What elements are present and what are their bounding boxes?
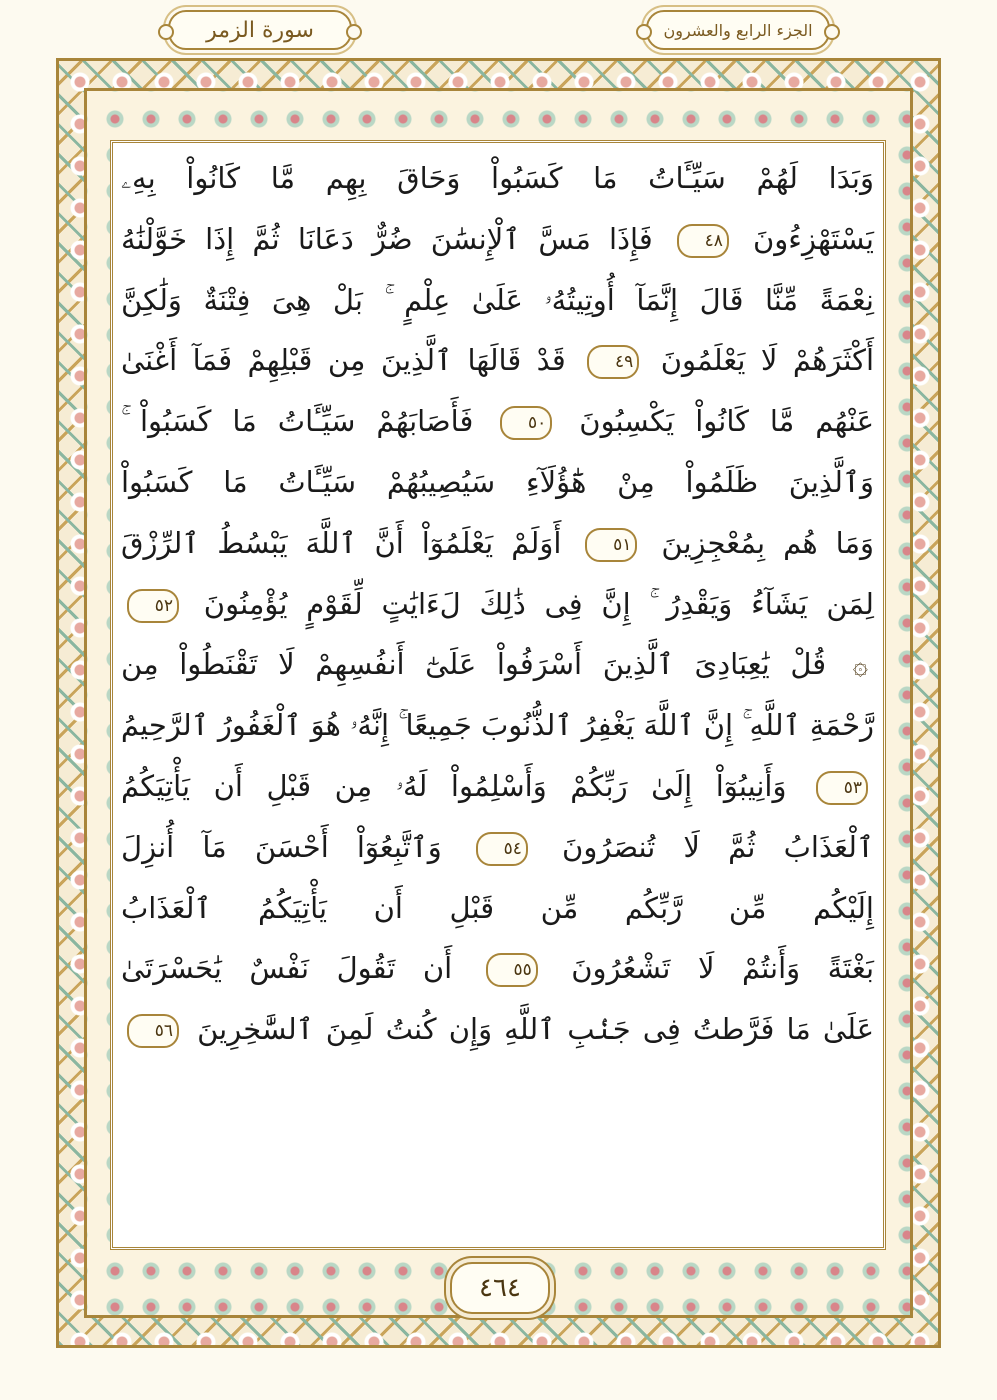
text-line: وَٱلَّذِينَ ظَلَمُواْ مِنْ هَٰٓؤُلَآءِ سَيُصِيبُهُمْ سَيِّـَٔاتُ مَا كَسَبُواْ (121, 464, 874, 499)
juz-title: الجزء الرابع والعشرون (663, 20, 813, 40)
text-line: عَلَىٰ مَا فَرَّطتُ فِى جَنۢبِ ٱللَّهِ وَإِن كُنتُ لَمِنَ ٱلسَّٰخِرِينَ ٥٦ (115, 999, 880, 1060)
cartouche-knot-ornament (824, 24, 840, 40)
ayah-number-marker: ٥١ (585, 528, 637, 562)
text-line: رَّحْمَةِ ٱللَّهِ ۚ إِنَّ ٱللَّهَ يَغْفِرُ ٱلذُّنُوبَ جَمِيعًا ۚ إِنَّهُۥ هُوَ ٱلْغَفُورُ ٱلرَّحِيمُ (120, 708, 874, 743)
cartouche-knot-ornament (636, 24, 652, 40)
ayah-number-marker: ٤٩ (587, 345, 639, 379)
text-line: يَسْتَهْزِءُونَ ٤٨ فَإِذَا مَسَّ ٱلْإِنسَٰنَ ضُرٌّ دَعَانَا ثُمَّ إِذَا خَوَّلْنَٰهُ (121, 221, 874, 256)
text-line: إِلَيْكُم مِّن رَّبِّكُم مِّن قَبْلِ أَن يَأْتِيَكُمُ ٱلْعَذَابُ (121, 890, 874, 925)
juz-title-cartouche (646, 10, 830, 50)
text-line: ٥٣ وَأَنِيبُوٓاْ إِلَىٰ رَبِّكُمْ وَأَسْلِمُواْ لَهُۥ مِن قَبْلِ أَن يَأْتِيَكُمُ (115, 756, 880, 817)
ayah-number-marker: ٥٠ (500, 406, 552, 440)
text-line: عَنْهُم مَّا كَانُواْ يَكْسِبُونَ ٥٠ فَأَصَابَهُمْ سَيِّـَٔاتُ مَا كَسَبُواْ ۚ (121, 404, 874, 439)
text-line: بَغْتَةً وَأَنتُمْ لَا تَشْعُرُونَ ٥٥ أَن تَقُولَ نَفْسٌ يَٰحَسْرَتَىٰ (121, 951, 875, 986)
ayah-number-marker: ٥٦ (127, 1014, 179, 1048)
text-line: أَكْثَرَهُمْ لَا يَعْلَمُونَ ٤٩ قَدْ قَالَهَا ٱلَّذِينَ مِن قَبْلِهِمْ فَمَآ أَغْنَىٰ (121, 343, 875, 378)
text-line: ٱلْعَذَابُ ثُمَّ لَا تُنصَرُونَ ٥٤ وَٱتَّبِعُوٓاْ أَحْسَنَ مَآ أُنزِلَ (121, 829, 875, 864)
quran-text-block (115, 148, 880, 1060)
ayah-number-marker: ٥٣ (816, 771, 868, 805)
text-line: وَمَا هُم بِمُعْجِزِينَ ٥١ أَوَلَمْ يَعْلَمُوٓاْ أَنَّ ٱللَّهَ يَبْسُطُ ٱلرِّزْقَ (121, 525, 875, 560)
hizb-marker-icon: ۞ (852, 650, 868, 681)
text-line: ۞ قُلْ يَٰعِبَادِىَ ٱلَّذِينَ أَسْرَفُواْ عَلَىٰٓ أَنفُسِهِمْ لَا تَقْنَطُواْ مِن (115, 634, 880, 695)
text-line: نِعْمَةً مِّنَّا قَالَ إِنَّمَآ أُوتِيتُهُۥ عَلَىٰ عِلْمٍ ۚ بَلْ هِىَ فِتْنَةٌ وَلَٰكِنَّ (121, 282, 874, 317)
ayah-number-marker: ٥٥ (486, 953, 538, 987)
cartouche-knot-ornament (158, 24, 174, 40)
page-number: ٤٦٤ (450, 1262, 550, 1314)
text-line: وَبَدَا لَهُمْ سَيِّـَٔاتُ مَا كَسَبُواْ وَحَاقَ بِهِم مَّا كَانُواْ بِهِۦ (121, 161, 874, 195)
ayah-number-marker: ٥٢ (127, 589, 179, 623)
ayah-number-marker: ٥٤ (476, 832, 528, 866)
surah-title-cartouche (168, 10, 352, 50)
ayah-number-marker: ٤٨ (677, 224, 729, 258)
cartouche-knot-ornament (346, 24, 362, 40)
text-line: لِمَن يَشَآءُ وَيَقْدِرُ ۚ إِنَّ فِى ذَٰلِكَ لَءَايَٰتٍ لِّقَوْمٍ يُؤْمِنُونَ ٥٢ (115, 574, 880, 635)
surah-title: سورة الزمر (206, 17, 314, 43)
